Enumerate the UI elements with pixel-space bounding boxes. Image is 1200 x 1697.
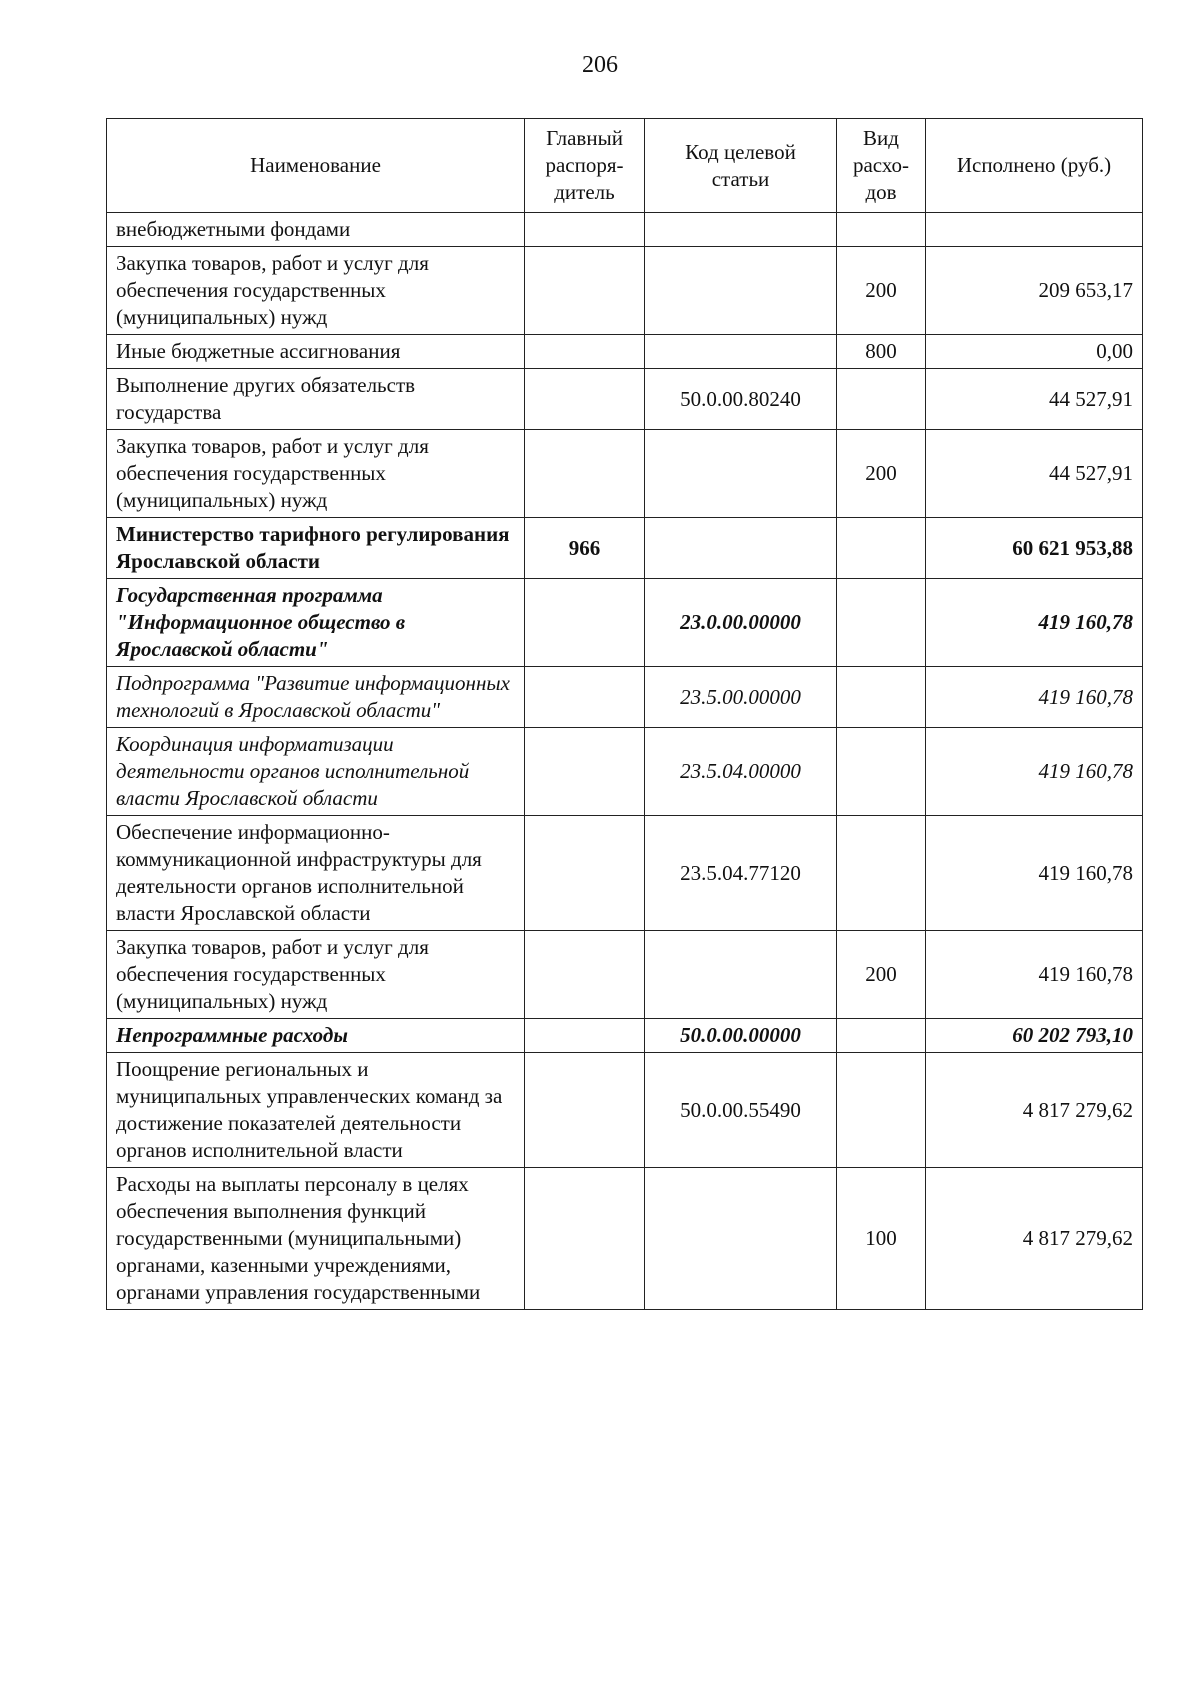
header-code: Код целевой статьи	[645, 119, 837, 213]
cell-type: 200	[837, 931, 926, 1019]
cell-name: Обеспечение информационно-коммуникационной инфраструктуры для деятельности органов исполнительной власти Ярославской области	[107, 816, 525, 931]
cell-amount: 4 817 279,62	[926, 1053, 1143, 1168]
cell-type	[837, 518, 926, 579]
table-row	[107, 335, 1143, 369]
cell-chief	[525, 369, 645, 430]
budget-table	[106, 118, 1143, 1310]
table-row	[107, 1168, 1143, 1310]
table-row	[107, 1053, 1143, 1168]
cell-type	[837, 1019, 926, 1053]
table-header-row	[107, 119, 1143, 213]
cell-name: Непрограммные расходы	[107, 1019, 525, 1053]
cell-amount: 4 817 279,62	[926, 1168, 1143, 1310]
cell-amount: 60 202 793,10	[926, 1019, 1143, 1053]
cell-chief	[525, 816, 645, 931]
cell-type: 800	[837, 335, 926, 369]
cell-code: 23.5.04.00000	[645, 728, 837, 816]
cell-amount: 419 160,78	[926, 667, 1143, 728]
table-row	[107, 667, 1143, 728]
header-amount: Исполнено (руб.)	[926, 119, 1143, 213]
cell-chief	[525, 247, 645, 335]
cell-amount: 0,00	[926, 335, 1143, 369]
cell-code	[645, 430, 837, 518]
cell-amount: 209 653,17	[926, 247, 1143, 335]
cell-amount: 44 527,91	[926, 369, 1143, 430]
cell-name: Министерство тарифного регулирования Ярославской области	[107, 518, 525, 579]
cell-type	[837, 667, 926, 728]
cell-amount: 44 527,91	[926, 430, 1143, 518]
cell-code: 50.0.00.00000	[645, 1019, 837, 1053]
cell-code: 23.5.04.77120	[645, 816, 837, 931]
header-name: Наименование	[107, 119, 525, 213]
cell-code: 23.0.00.00000	[645, 579, 837, 667]
header-chief: Главный распоря-дитель	[525, 119, 645, 213]
table-row	[107, 728, 1143, 816]
cell-code	[645, 335, 837, 369]
cell-type	[837, 816, 926, 931]
cell-chief: 966	[525, 518, 645, 579]
cell-type	[837, 579, 926, 667]
cell-name: Расходы на выплаты персоналу в целях обеспечения выполнения функций государственными (муниципальными) органами, казенными учреждениями, органами управления государственными	[107, 1168, 525, 1310]
cell-chief	[525, 335, 645, 369]
cell-name: внебюджетными фондами	[107, 213, 525, 247]
cell-code	[645, 247, 837, 335]
cell-type: 200	[837, 430, 926, 518]
cell-amount	[926, 213, 1143, 247]
cell-name: Закупка товаров, работ и услуг для обеспечения государственных (муниципальных) нужд	[107, 931, 525, 1019]
cell-amount: 419 160,78	[926, 728, 1143, 816]
header-type: Вид расхо-дов	[837, 119, 926, 213]
cell-chief	[525, 1053, 645, 1168]
table-row	[107, 816, 1143, 931]
table-row	[107, 430, 1143, 518]
cell-name: Подпрограмма "Развитие информационных технологий в Ярославской области"	[107, 667, 525, 728]
cell-name: Координация информатизации деятельности органов исполнительной власти Ярославской области	[107, 728, 525, 816]
cell-type	[837, 1053, 926, 1168]
cell-code	[645, 1168, 837, 1310]
cell-name: Выполнение других обязательств государства	[107, 369, 525, 430]
cell-chief	[525, 430, 645, 518]
table-row	[107, 931, 1143, 1019]
cell-chief	[525, 667, 645, 728]
page-number: 206	[582, 52, 618, 78]
table-row	[107, 518, 1143, 579]
cell-type: 100	[837, 1168, 926, 1310]
cell-type	[837, 213, 926, 247]
cell-code: 50.0.00.55490	[645, 1053, 837, 1168]
cell-chief	[525, 579, 645, 667]
cell-name: Государственная программа "Информационное общество в Ярославской области"	[107, 579, 525, 667]
table-row	[107, 579, 1143, 667]
cell-chief	[525, 728, 645, 816]
cell-chief	[525, 1019, 645, 1053]
cell-amount: 419 160,78	[926, 816, 1143, 931]
table-row	[107, 1019, 1143, 1053]
table-row	[107, 369, 1143, 430]
cell-code: 23.5.00.00000	[645, 667, 837, 728]
cell-chief	[525, 213, 645, 247]
cell-name: Закупка товаров, работ и услуг для обеспечения государственных (муниципальных) нужд	[107, 247, 525, 335]
cell-name: Иные бюджетные ассигнования	[107, 335, 525, 369]
cell-chief	[525, 931, 645, 1019]
cell-code	[645, 518, 837, 579]
cell-amount: 419 160,78	[926, 579, 1143, 667]
cell-type: 200	[837, 247, 926, 335]
cell-name: Закупка товаров, работ и услуг для обеспечения государственных (муниципальных) нужд	[107, 430, 525, 518]
cell-name: Поощрение региональных и муниципальных управленческих команд за достижение показателей деятельности органов исполнительной власти	[107, 1053, 525, 1168]
cell-code	[645, 931, 837, 1019]
cell-code	[645, 213, 837, 247]
cell-amount: 419 160,78	[926, 931, 1143, 1019]
cell-amount: 60 621 953,88	[926, 518, 1143, 579]
cell-code: 50.0.00.80240	[645, 369, 837, 430]
cell-type	[837, 369, 926, 430]
cell-chief	[525, 1168, 645, 1310]
table-row	[107, 247, 1143, 335]
table-body	[107, 213, 1143, 1310]
table-row	[107, 213, 1143, 247]
cell-type	[837, 728, 926, 816]
